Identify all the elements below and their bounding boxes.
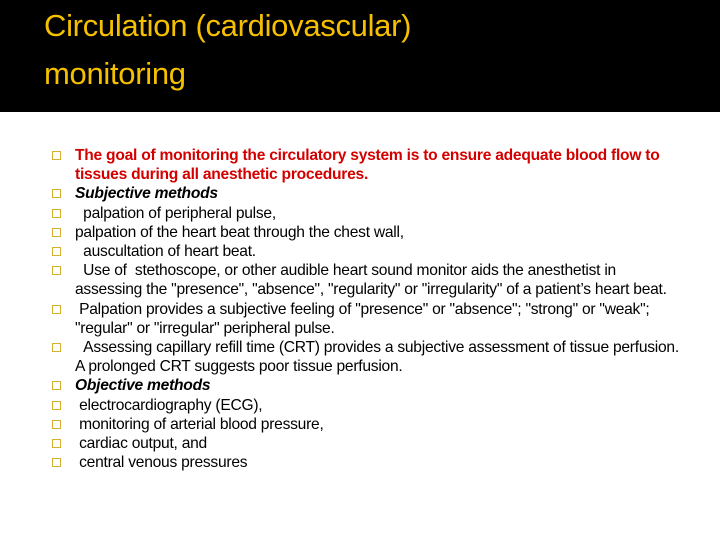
slide-title — [44, 2, 411, 98]
bullet-box-icon — [52, 209, 61, 218]
bullet-list — [52, 146, 687, 472]
bullet-text: Objective methods — [75, 377, 211, 395]
bullet-box-icon — [52, 305, 61, 314]
bullet-text: Assessing capillary refill time (CRT) provides a subjective assessment of tissue perfusion. A prolonged CRT suggests poor tissue perfusion. — [75, 339, 687, 376]
bullet-box-icon — [52, 381, 61, 390]
bullet-text: Palpation provides a subjective feeling of "presence" or "absence"; "strong" or "weak"; "regular" or "irregular" peripheral pulse. — [75, 300, 654, 337]
title-line-2: monitoring — [44, 56, 186, 91]
title-line-1: Circulation (cardiovascular) — [44, 8, 412, 43]
bullet-goal — [52, 146, 682, 184]
bullet-subjective-heading — [52, 184, 682, 203]
bullet-text: central venous pressures — [75, 454, 248, 472]
bullet-box-icon — [52, 189, 61, 198]
bullet-box-icon — [52, 458, 61, 467]
bullet-text: electrocardiography (ECG), — [75, 396, 263, 414]
bullet-item — [52, 396, 682, 415]
bullet-item — [52, 223, 682, 242]
bullet-box-icon — [52, 247, 61, 256]
bullet-text: Use of stethoscope, or other audible heart sound monitor aids the anesthetist in assessing the "presence", "absence", "regularity" or "irregularity" of a patient’s heart beat. — [75, 262, 667, 299]
bullet-item — [52, 261, 682, 299]
bullet-item — [52, 434, 682, 453]
bullet-box-icon — [52, 266, 61, 275]
bullet-item — [52, 338, 687, 376]
bullet-item — [52, 242, 682, 261]
bullet-text: monitoring of arterial blood pressure, — [75, 415, 324, 433]
bullet-text: The goal of monitoring the circulatory system is to ensure adequate blood flow to tissues during all anesthetic procedures. — [75, 147, 660, 184]
bullet-box-icon — [52, 343, 61, 352]
bullet-box-icon — [52, 401, 61, 410]
bullet-item — [52, 204, 682, 223]
bullet-box-icon — [52, 228, 61, 237]
bullet-objective-heading — [52, 376, 682, 395]
bullet-box-icon — [52, 151, 61, 160]
bullet-text: auscultation of heart beat. — [75, 243, 256, 261]
bullet-text: Subjective methods — [75, 185, 218, 203]
bullet-text: palpation of the heart beat through the chest wall, — [75, 223, 404, 241]
bullet-text: palpation of peripheral pulse, — [75, 204, 276, 222]
bullet-box-icon — [52, 439, 61, 448]
bullet-text: cardiac output, and — [75, 435, 207, 453]
title-bar — [0, 0, 720, 112]
bullet-item — [52, 300, 682, 338]
bullet-item — [52, 453, 682, 472]
bullet-item — [52, 415, 682, 434]
bullet-box-icon — [52, 420, 61, 429]
